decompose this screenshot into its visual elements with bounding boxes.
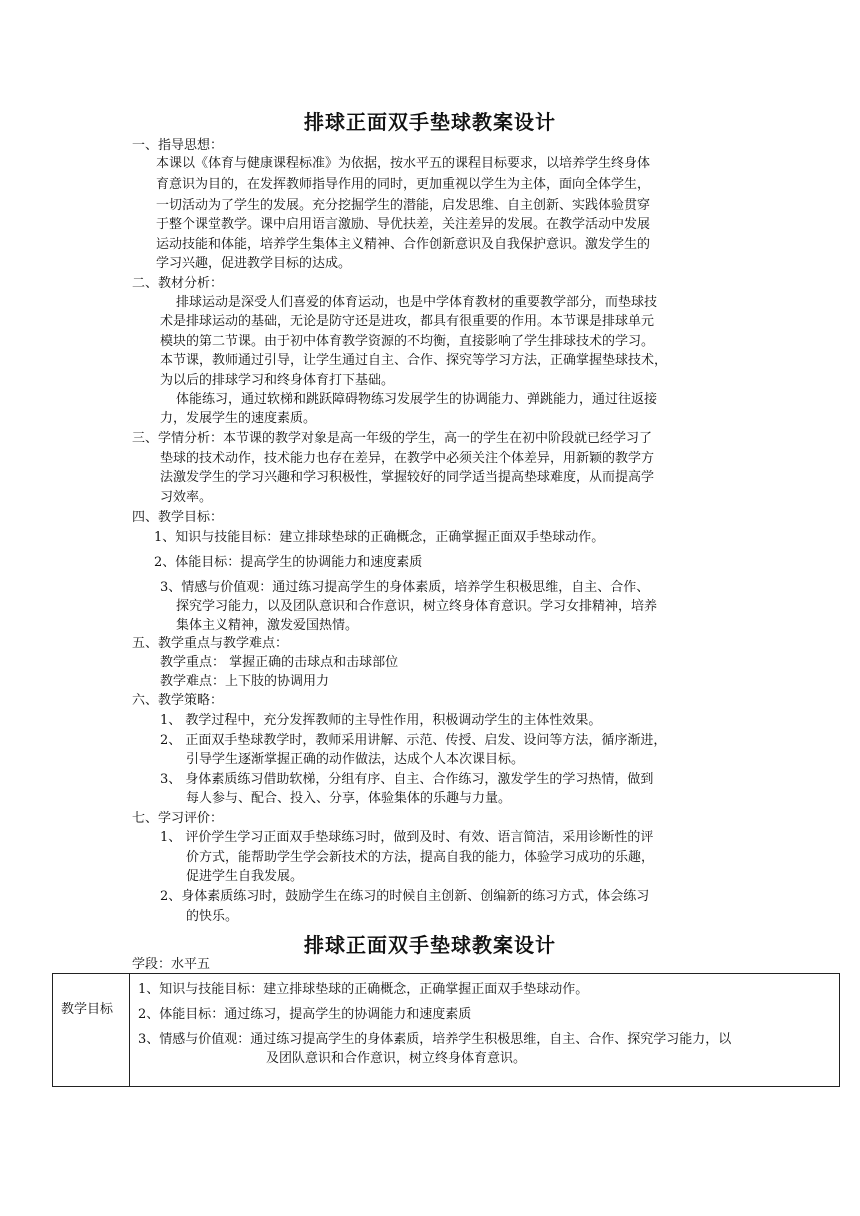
text-line: 习效率。: [160, 490, 213, 505]
text-line: 运动技能和体能，培养学生集体主义精神、合作创新意识及自我保护意识。激发学生的: [156, 237, 651, 252]
text-line: 引导学生逐渐掌握正确的动作做法，达成个人本次课目标。: [186, 752, 525, 767]
table-row: 及团队意识和合作意识，树立终身体育意识。: [266, 1051, 527, 1066]
table-row: 1、知识与技能目标：建立排球垫球的正确概念，正确掌握正面双手垫球动作。: [138, 982, 589, 997]
text-line: 每人参与、配合、投入、分享，体验集体的乐趣与力量。: [186, 791, 512, 806]
text-line: 教学难点：上下肢的协调用力: [160, 674, 330, 689]
text-line: 力，发展学生的速度素质。: [160, 411, 317, 426]
text-line: 1、 教学过程中，充分发挥教师的主导性作用，积极调动学生的主体性效果。: [160, 713, 602, 728]
text-line: 于整个课堂教学。课中启用语言激励、导优扶差，关注差异的发展。在教学活动中发展: [156, 217, 651, 232]
section-heading: 七、学习评价：: [132, 811, 224, 826]
stage-label: 学段：水平五: [132, 957, 211, 972]
text-line: 探究学习能力，以及团队意识和合作意识，树立终身体育意识。学习女排精神，培养: [176, 599, 658, 614]
text-line: 促进学生自我发展。: [186, 869, 304, 884]
text-line: 体能练习，通过软梯和跳跃障碍物练习发展学生的协调能力、弹跳能力，通过往返接: [176, 392, 658, 407]
text-line: 术是排球运动的基础，无论是防守还是进攻，都具有很重要的作用。本节课是排球单元: [160, 314, 655, 329]
text-line: 1、知识与技能目标：建立排球垫球的正确概念，正确掌握正面双手垫球动作。: [154, 530, 605, 545]
text-line: 教学重点： 掌握正确的击球点和击球部位: [160, 655, 399, 670]
text-line: 法激发学生的学习兴趣和学习积极性，掌握较好的同学适当提高垫球难度，从而提高学: [160, 470, 655, 485]
text-line: 一切活动为了学生的发展。充分挖掘学生的潜能，启发思维、自主创新、实践体验贯穿: [156, 198, 651, 213]
text-line: 的快乐。: [186, 909, 239, 924]
table-row: 3、情感与价值观：通过练习提高学生的身体素质，培养学生积极思维，自主、合作、探究学习能力，以: [138, 1032, 732, 1047]
objectives-table: [52, 973, 840, 1087]
text-line: 本节课，教师通过引导，让学生通过自主、合作、探究等学习方法，正确掌握垫球技术，: [160, 353, 668, 368]
text-line: 1、 评价学生学习正面双手垫球练习时，做到及时、有效、语言简洁，采用诊断性的评: [160, 830, 654, 845]
section-heading: 四、教学目标：: [132, 510, 224, 525]
section-heading: 五、教学重点与教学难点：: [132, 636, 289, 651]
table-label-cell: [53, 974, 130, 1086]
section-heading: 三、学情分析：本节课的教学对象是高一年级的学生，高一的学生在初中阶段就已经学习了: [132, 431, 653, 446]
text-line: 垫球的技术动作，技术能力也存在差异，在教学中必须关注个体差异，用新颖的教学方: [160, 451, 655, 466]
page-title: 排球正面双手垫球教案设计: [304, 110, 556, 134]
section-heading: 六、教学策略：: [132, 693, 224, 708]
table-label: 教学目标: [61, 1002, 114, 1017]
text-line: 2、 正面双手垫球教学时，教师采用讲解、示范、传授、启发、设问等方法，循序渐进，: [160, 733, 667, 748]
text-line: 本课以《体育与健康课程标准》为依据，按水平五的课程目标要求，以培养学生终身体: [156, 156, 651, 171]
text-line: 集体主义精神，激发爱国热情。: [176, 618, 359, 633]
table-row: 2、体能目标：通过练习，提高学生的协调能力和速度素质: [138, 1007, 472, 1022]
text-line: 为以后的排球学习和终身体育打下基础。: [160, 373, 395, 388]
text-line: 3、 身体素质练习借助软梯，分组有序、自主、合作练习，激发学生的学习热情，做到: [160, 772, 654, 787]
text-line: 学习兴趣，促进教学目标的达成。: [156, 256, 352, 271]
section-title: 排球正面双手垫球教案设计: [304, 933, 556, 957]
text-line: 模块的第二节课。由于初中体育教学资源的不均衡，直接影响了学生排球技术的学习。: [160, 334, 655, 349]
text-line: 2、体能目标：提高学生的协调能力和速度素质: [154, 555, 423, 570]
text-line: 价方式，能帮助学生学会新技术的方法，提高自我的能力，体验学习成功的乐趣，: [186, 850, 655, 865]
text-line: 2、身体素质练习时，鼓励学生在练习的时候自主创新、创编新的练习方式，体会练习: [160, 889, 650, 904]
text-line: 3、情感与价值观：通过练习提高学生的身体素质，培养学生积极思维，自主、合作、: [160, 580, 650, 595]
text-line: 育意识为目的，在发挥教师指导作用的同时，更加重视以学生为主体，面向全体学生，: [156, 177, 651, 192]
text-line: 排球运动是深受人们喜爱的体育运动，也是中学体育教材的重要教学部分，而垫球技: [176, 295, 658, 310]
section-heading: 一、指导思想：: [132, 138, 224, 153]
section-heading: 二、教材分析：: [132, 276, 224, 291]
